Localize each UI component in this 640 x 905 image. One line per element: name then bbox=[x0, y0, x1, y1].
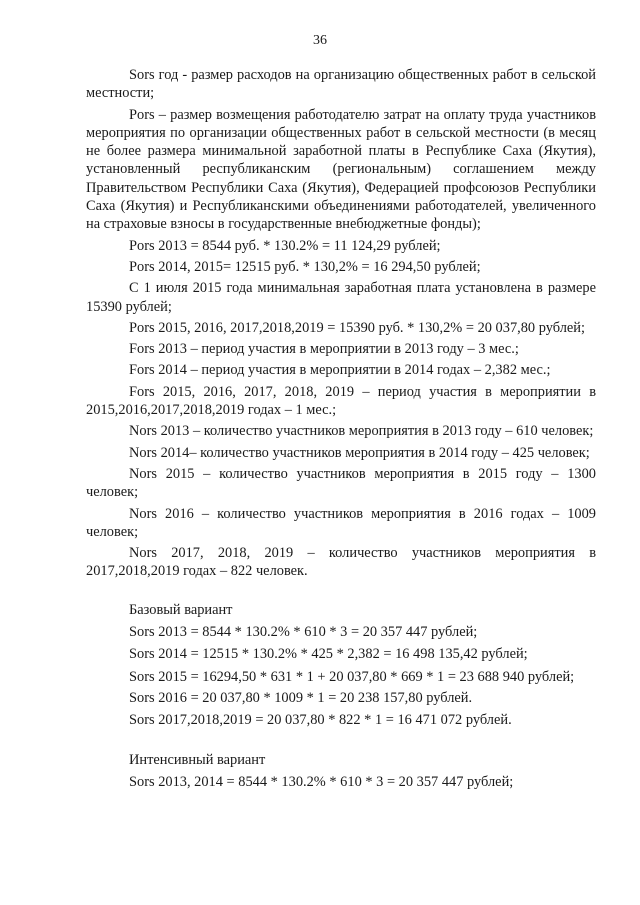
definition-fors-2014: Fors 2014 – период участия в мероприятии в 2014 годах – 2,382 мес.; bbox=[129, 362, 551, 379]
intensive-formula-2013-2014: Sors 2013, 2014 = 8544 * 130.2% * 610 * 3 = 20 357 447 рублей; bbox=[129, 773, 514, 790]
definition-pors: Pors – размер возмещения работодателю затрат на оплату труда участников мероприятия по организации общественных работ в сельской местности (в месяц не более размера минимальной заработной платы в Республике Саха (Якутия), установленный республиканским (региональным) соглашением между Правительством Республики Саха (Якутия), Федерацией профсоюзов Республики Саха (Якутия) и Республиканскими объединениями работодателей, увеличенного на страховые взносы в государственные внебюджетные фонды); bbox=[86, 106, 596, 233]
formula-pors-2013: Pors 2013 = 8544 руб. * 130.2% = 11 124,29 рублей; bbox=[129, 237, 441, 254]
base-formula-2017-2019: Sors 2017,2018,2019 = 20 037,80 * 822 * 1 = 16 471 072 рублей. bbox=[129, 712, 512, 729]
formula-pors-2015-2019: Pors 2015, 2016, 2017,2018,2019 = 15390 руб. * 130,2% = 20 037,80 рублей; bbox=[129, 319, 585, 336]
definition-nors-2014: Nors 2014– количество участников мероприятия в 2014 году – 425 человек; bbox=[129, 444, 590, 461]
formula-pors-2014-2015: Pors 2014, 2015= 12515 руб. * 130,2% = 16 294,50 рублей; bbox=[129, 258, 481, 275]
base-formula-2015: Sors 2015 = 16294,50 * 631 * 1 + 20 037,80 * 669 * 1 = 23 688 940 рублей; bbox=[129, 668, 575, 685]
definition-nors-2015: Nors 2015 – количество участников мероприятия в 2015 году – 1300 человек; bbox=[86, 465, 596, 501]
definition-fors-2013: Fors 2013 – период участия в мероприятии в 2013 году – 3 мес.; bbox=[129, 341, 519, 358]
definition-nors-2017-2019: Nors 2017, 2018, 2019 – количество участников мероприятия в 2017,2018,2019 годах – 822 человек. bbox=[86, 545, 596, 580]
document-body bbox=[86, 66, 596, 795]
base-formula-2016: Sors 2016 = 20 037,80 * 1009 * 1 = 20 238 157,80 рублей. bbox=[129, 689, 473, 706]
note-minimum-wage: С 1 июля 2015 года минимальная заработная плата установлена в размере 15390 рублей; bbox=[86, 280, 596, 315]
base-formula-2014: Sors 2014 = 12515 * 130.2% * 425 * 2,382 = 16 498 135,42 рублей; bbox=[129, 646, 528, 663]
intensive-variant-heading: Интенсивный вариант bbox=[129, 751, 266, 768]
page-number: 36 bbox=[313, 33, 327, 48]
base-variant-heading: Базовый вариант bbox=[129, 601, 233, 618]
definition-nors-2013: Nors 2013 – количество участников мероприятия в 2013 году – 610 человек; bbox=[129, 423, 594, 440]
definition-nors-2016: Nors 2016 – количество участников мероприятия в 2016 годах – 1009 человек; bbox=[86, 505, 596, 540]
definition-fors-2015-2019: Fors 2015, 2016, 2017, 2018, 2019 – период участия в мероприятии в 2015,2016,2017,2018,2019 годах – 1 мес.; bbox=[86, 383, 596, 419]
base-formula-2013: Sors 2013 = 8544 * 130.2% * 610 * 3 = 20 357 447 рублей; bbox=[129, 624, 478, 641]
definition-sors: Sors год - размер расходов на организацию общественных работ в сельской местности; bbox=[86, 67, 596, 102]
